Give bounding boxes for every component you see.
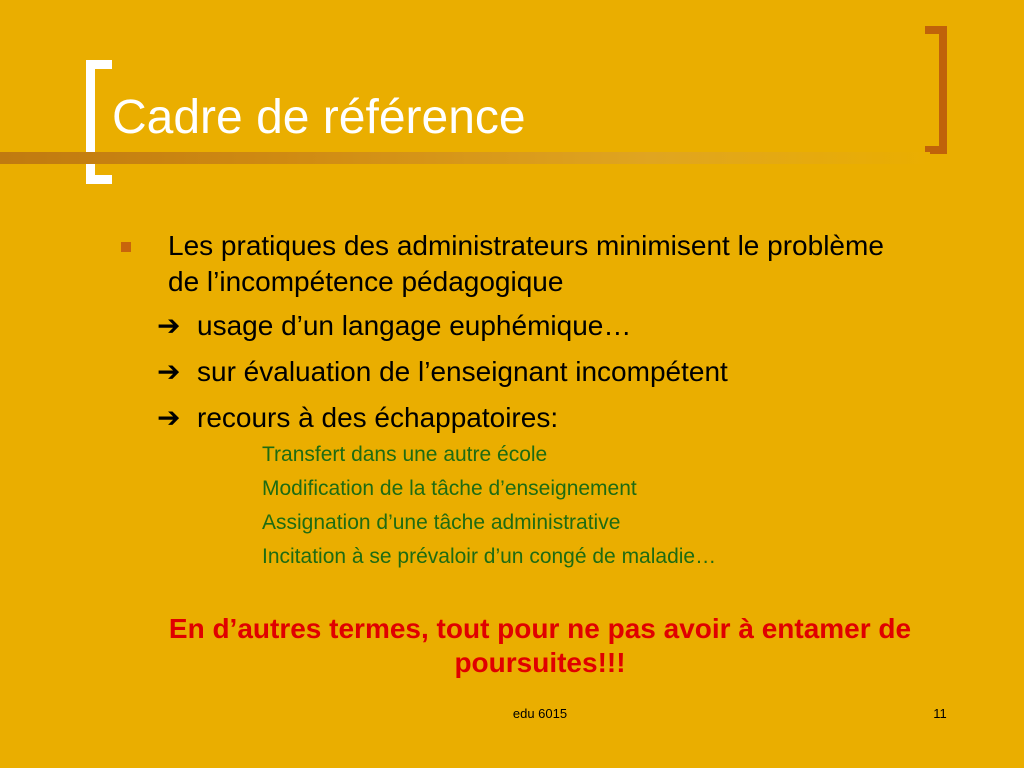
- arrow-item-1: [157, 308, 631, 344]
- right-arrow-icon: ➔: [157, 310, 181, 341]
- arrow-item-2: [157, 354, 728, 390]
- footer-course-code: edu 6015: [512, 706, 568, 721]
- square-bullet-icon: [121, 242, 131, 252]
- arrow-item-text: sur évaluation de l’enseignant incompétent: [197, 356, 728, 387]
- arrow-item-text: usage d’un langage euphémique…: [197, 310, 632, 341]
- slide-title: Cadre de référence: [112, 91, 526, 144]
- arrow-item-text: recours à des échappatoires:: [197, 402, 559, 433]
- conclusion-text: En d’autres termes, tout pour ne pas avoir à entamer de poursuites!!!: [168, 613, 912, 678]
- sub-item-4: Incitation à se prévaloir d’un congé de maladie…: [262, 545, 717, 568]
- sub-item-3: Assignation d’une tâche administrative: [262, 511, 621, 534]
- right-bracket-decoration: [925, 26, 947, 154]
- right-arrow-icon: ➔: [157, 356, 181, 387]
- sub-item-2: Modification de la tâche d’enseignement: [262, 477, 637, 500]
- right-arrow-icon: ➔: [157, 402, 181, 433]
- main-bullet-text: Les pratiques des administrateurs minimisent le problème de l’incompétence pédagogique: [168, 230, 884, 297]
- sub-item-1: Transfert dans une autre école: [262, 443, 548, 466]
- title-underline-rule: [0, 152, 930, 164]
- left-bracket-decoration: [86, 60, 112, 184]
- page-number: 11: [933, 706, 947, 721]
- arrow-item-3: [157, 400, 558, 436]
